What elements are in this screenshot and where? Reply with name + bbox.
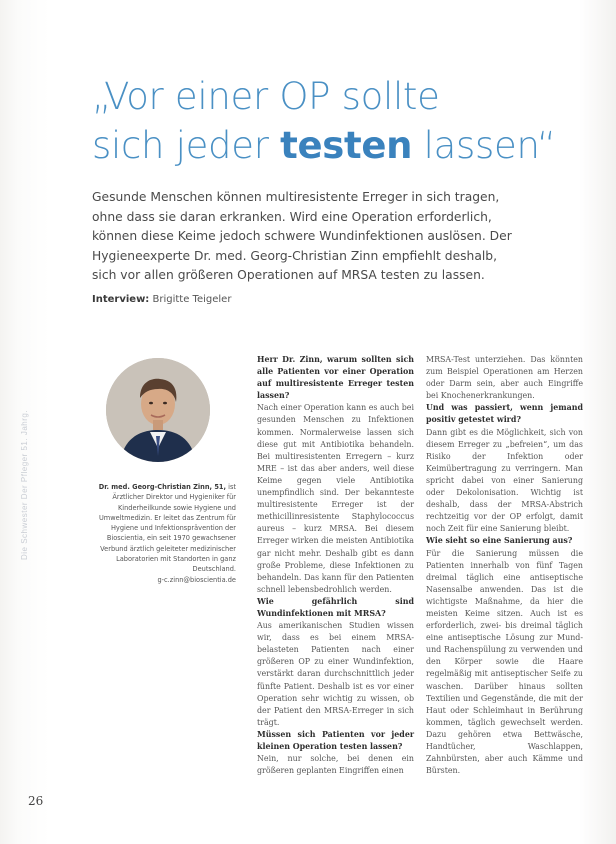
portrait-caption (96, 482, 236, 585)
portrait-photo (106, 358, 210, 462)
interview-question: Müssen sich Patienten vor jeder kleinen Operation testen lassen? (257, 729, 414, 751)
page-number: 26 (28, 794, 44, 808)
interview-answer: Aus amerikanischen Studien wissen wir, dass es bei einem MRSA-belasteten Patienten nach einer größeren OP zu einer Wundinfektion, verstärkt daran durchschnittlich jeder fünfte Patient. Deshalb ist es vor einer Operation sehr wichtig zu wissen, ob der Patient den MRSA-Erreger in sich trägt. (257, 621, 414, 727)
caption-text: ist Ärztlicher Direktor und Hygieniker für Kinderheilkunde sowie Hygiene und Umweltmedizin. Er leitet das Zentrum für Hygiene und Infektionsprävention der Bioscientia, ein seit 1970 gewachsener Verbund ärztlich geleiteter medizinischer Laboratorien mit Standorten in ganz Deutschland. (98, 483, 236, 574)
byline-label: Interview: (92, 294, 150, 305)
article-title (92, 72, 572, 170)
interview-answer: Nach einer Operation kann es auch bei gesunden Menschen zu Infektionen kommen. Normalerweise lassen sich diese gut mit Antibiotika behandeln. Bei multiresistenten Erregern – kurz MRE – ist das aber anders, weil diese Keime gegen viele Antibiotika unempfindlich sind. Der bekannteste multiresistente Erreger ist der methicillinresistente Staphylococcus aureus – kurz MRSA. Bei diesem Erreger wirken die meisten Antibiotika gar nicht mehr. Deshalb gibt es dann große Probleme, diese Infektionen zu behandeln. Das kann für den Patienten schnell lebensbedrohlich werden. (257, 403, 414, 594)
interview-answer: Dann gibt es die Möglichkeit, sich von diesem Erreger zu „befreien“, um das Risiko der Infektion oder Keimübertragung zu verringern. Man spricht dabei von einer Sanierung oder Dekolonisation. Wichtig ist deshalb, dass der MRSA-Abstrich rechtzeitig vor der OP erfolgt, damit noch Zeit für eine Sanierung bleibt. (426, 427, 583, 534)
vertical-running-head: Die Schwester Der Pfleger 51. Jahrg. (20, 409, 29, 560)
byline-author: Brigitte Teigeler (152, 294, 232, 305)
interview-answer: MRSA-Test unterziehen. Das könnten zum Beispiel Operationen am Herzen oder Darm sein, aber auch Eingriffe bei Knochenerkrankungen. (426, 355, 583, 401)
byline (92, 294, 231, 305)
article-intro: Gesunde Menschen können multiresistente Erreger in sich tragen, ohne dass sie daran erkranken. Wird eine Operation erforderlich, können diese Keime jedoch schwere Wundinfektionen auslösen. Der Hygieneexperte Dr. med. Georg-Christian Zinn empfiehlt deshalb, sich vor allen größeren Operationen auf MRSA testen zu lassen. (92, 190, 512, 282)
title-line-2-post: lassen“ (412, 124, 556, 167)
interview-column-1 (257, 354, 414, 777)
interview-question: Herr Dr. Zinn, warum sollten sich alle Patienten vor einer Operation auf multiresistente Erreger testen lassen? (257, 355, 414, 401)
title-line-1: „Vor einer OP sollte (92, 75, 440, 118)
title-emphasis: testen (280, 124, 413, 167)
caption-name: Dr. med. Georg-Christian Zinn, 51, (98, 483, 227, 491)
title-line-2-pre: sich jeder (92, 124, 281, 167)
caption-email: g-c.zinn@bioscientia.de (157, 575, 236, 584)
interview-question: Und was passiert, wenn jemand positiv getestet wird? (426, 403, 583, 425)
title-line-2 (92, 121, 572, 170)
portrait-illustration (106, 358, 210, 462)
interview-answer: Nein, nur solche, bei denen ein größeren geplanten Eingriffen einen (257, 754, 414, 776)
interview-column-2 (426, 354, 583, 777)
interview-question: Wie gefährlich sind Wundinfektionen mit MRSA? (257, 596, 414, 618)
interview-answer: Für die Sanierung müssen die Patienten innerhalb von fünf Tagen dreimal täglich eine antiseptische Nasensalbe anwenden. Das ist die wichtigste Maßnahme, da hier die meisten Keime sitzen. Auch ist es erforderlich, zwei- bis dreimal täglich eine antiseptische Lösung zur Mund- und Rachenspülung zu verwenden und den Körper sowie die Haare regelmäßig mit antiseptischer Seife zu waschen. Darüber hinaus sollten Textilien und Gegenstände, die mit der Haut oder Schleimhaut in Berührung kommen, täglich gewechselt werden. Dazu gehören etwa Bettwäsche, Handtücher, Waschlappen, Zahnbürsten, aber auch Kämme und Bürsten. (426, 548, 583, 776)
interview-question: Wie sieht so eine Sanierung aus? (426, 536, 573, 546)
